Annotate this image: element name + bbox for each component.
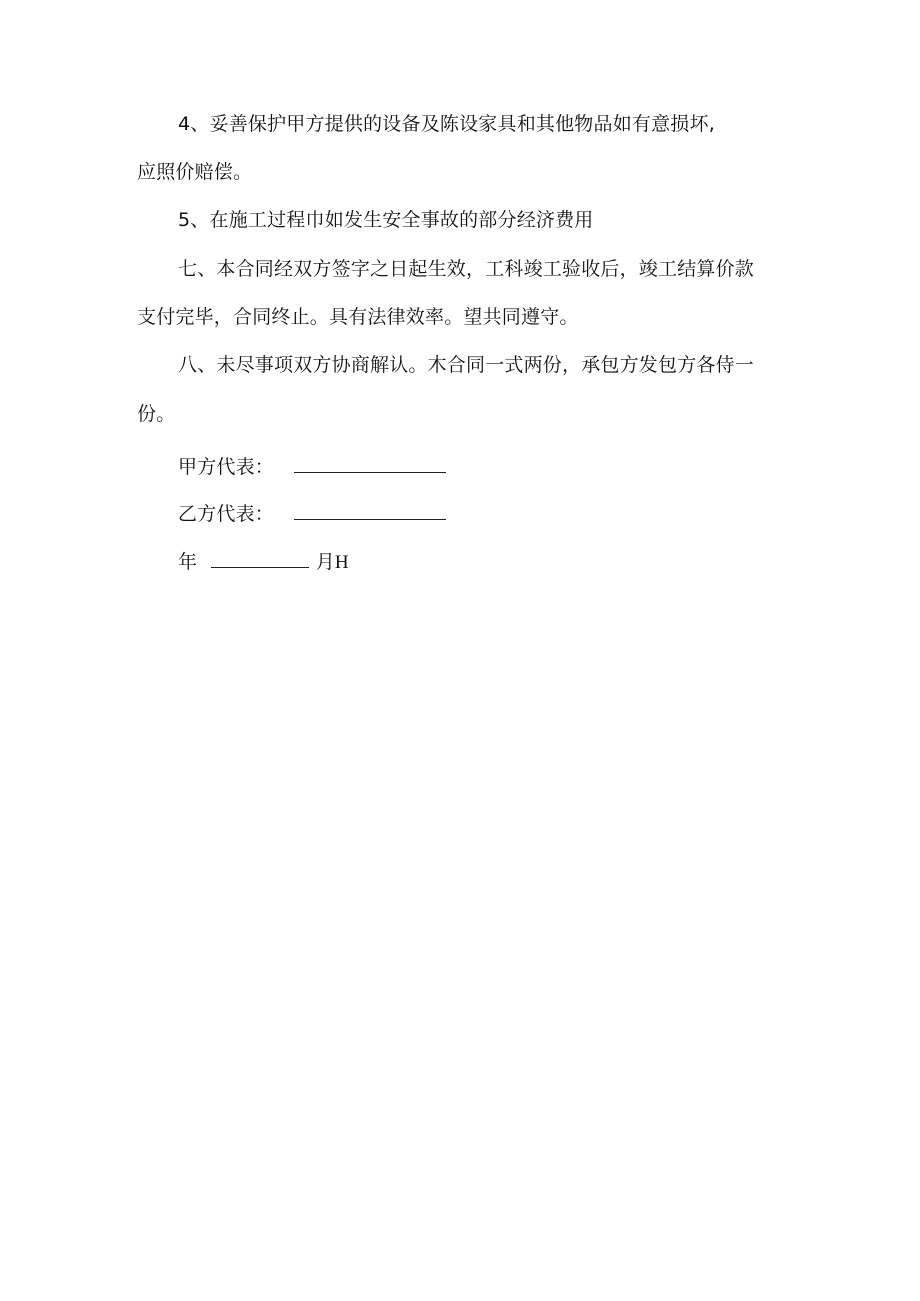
date-month-day-label: 月H [315, 552, 349, 573]
item-5: 5、在施工过程巾如发生安全事故的部分经济费用 [178, 209, 594, 231]
clause-8-line-1: 八、未尽事项双方协商解认。木合同一式两份，承包方发包方各侍一 [178, 354, 755, 376]
date-blank [211, 547, 309, 568]
date-year-label: 年 [178, 551, 198, 573]
party-b-label: 乙方代表： [178, 503, 275, 525]
party-a-label: 甲方代表： [178, 456, 275, 478]
party-b-signature-line [178, 499, 446, 526]
item-4-line-2: 应照价赔偿。 [137, 161, 253, 183]
clause-8-line-2: 份。 [137, 403, 176, 425]
item-4-line-1: 4、妥善保护甲方提供的设备及陈设家具和其他物品如有意损坏, [178, 113, 715, 135]
party-a-signature-blank [294, 452, 446, 473]
party-a-signature-line [178, 452, 446, 479]
clause-7-line-1: 七、本合同经双方签字之日起生效，工科竣工验收后，竣工结算价款 [178, 258, 755, 280]
party-b-signature-blank [294, 499, 446, 520]
date-line [178, 547, 349, 575]
clause-7-line-2: 支付完毕，合同终止。具有法律效率。望共同遵守。 [137, 306, 579, 328]
